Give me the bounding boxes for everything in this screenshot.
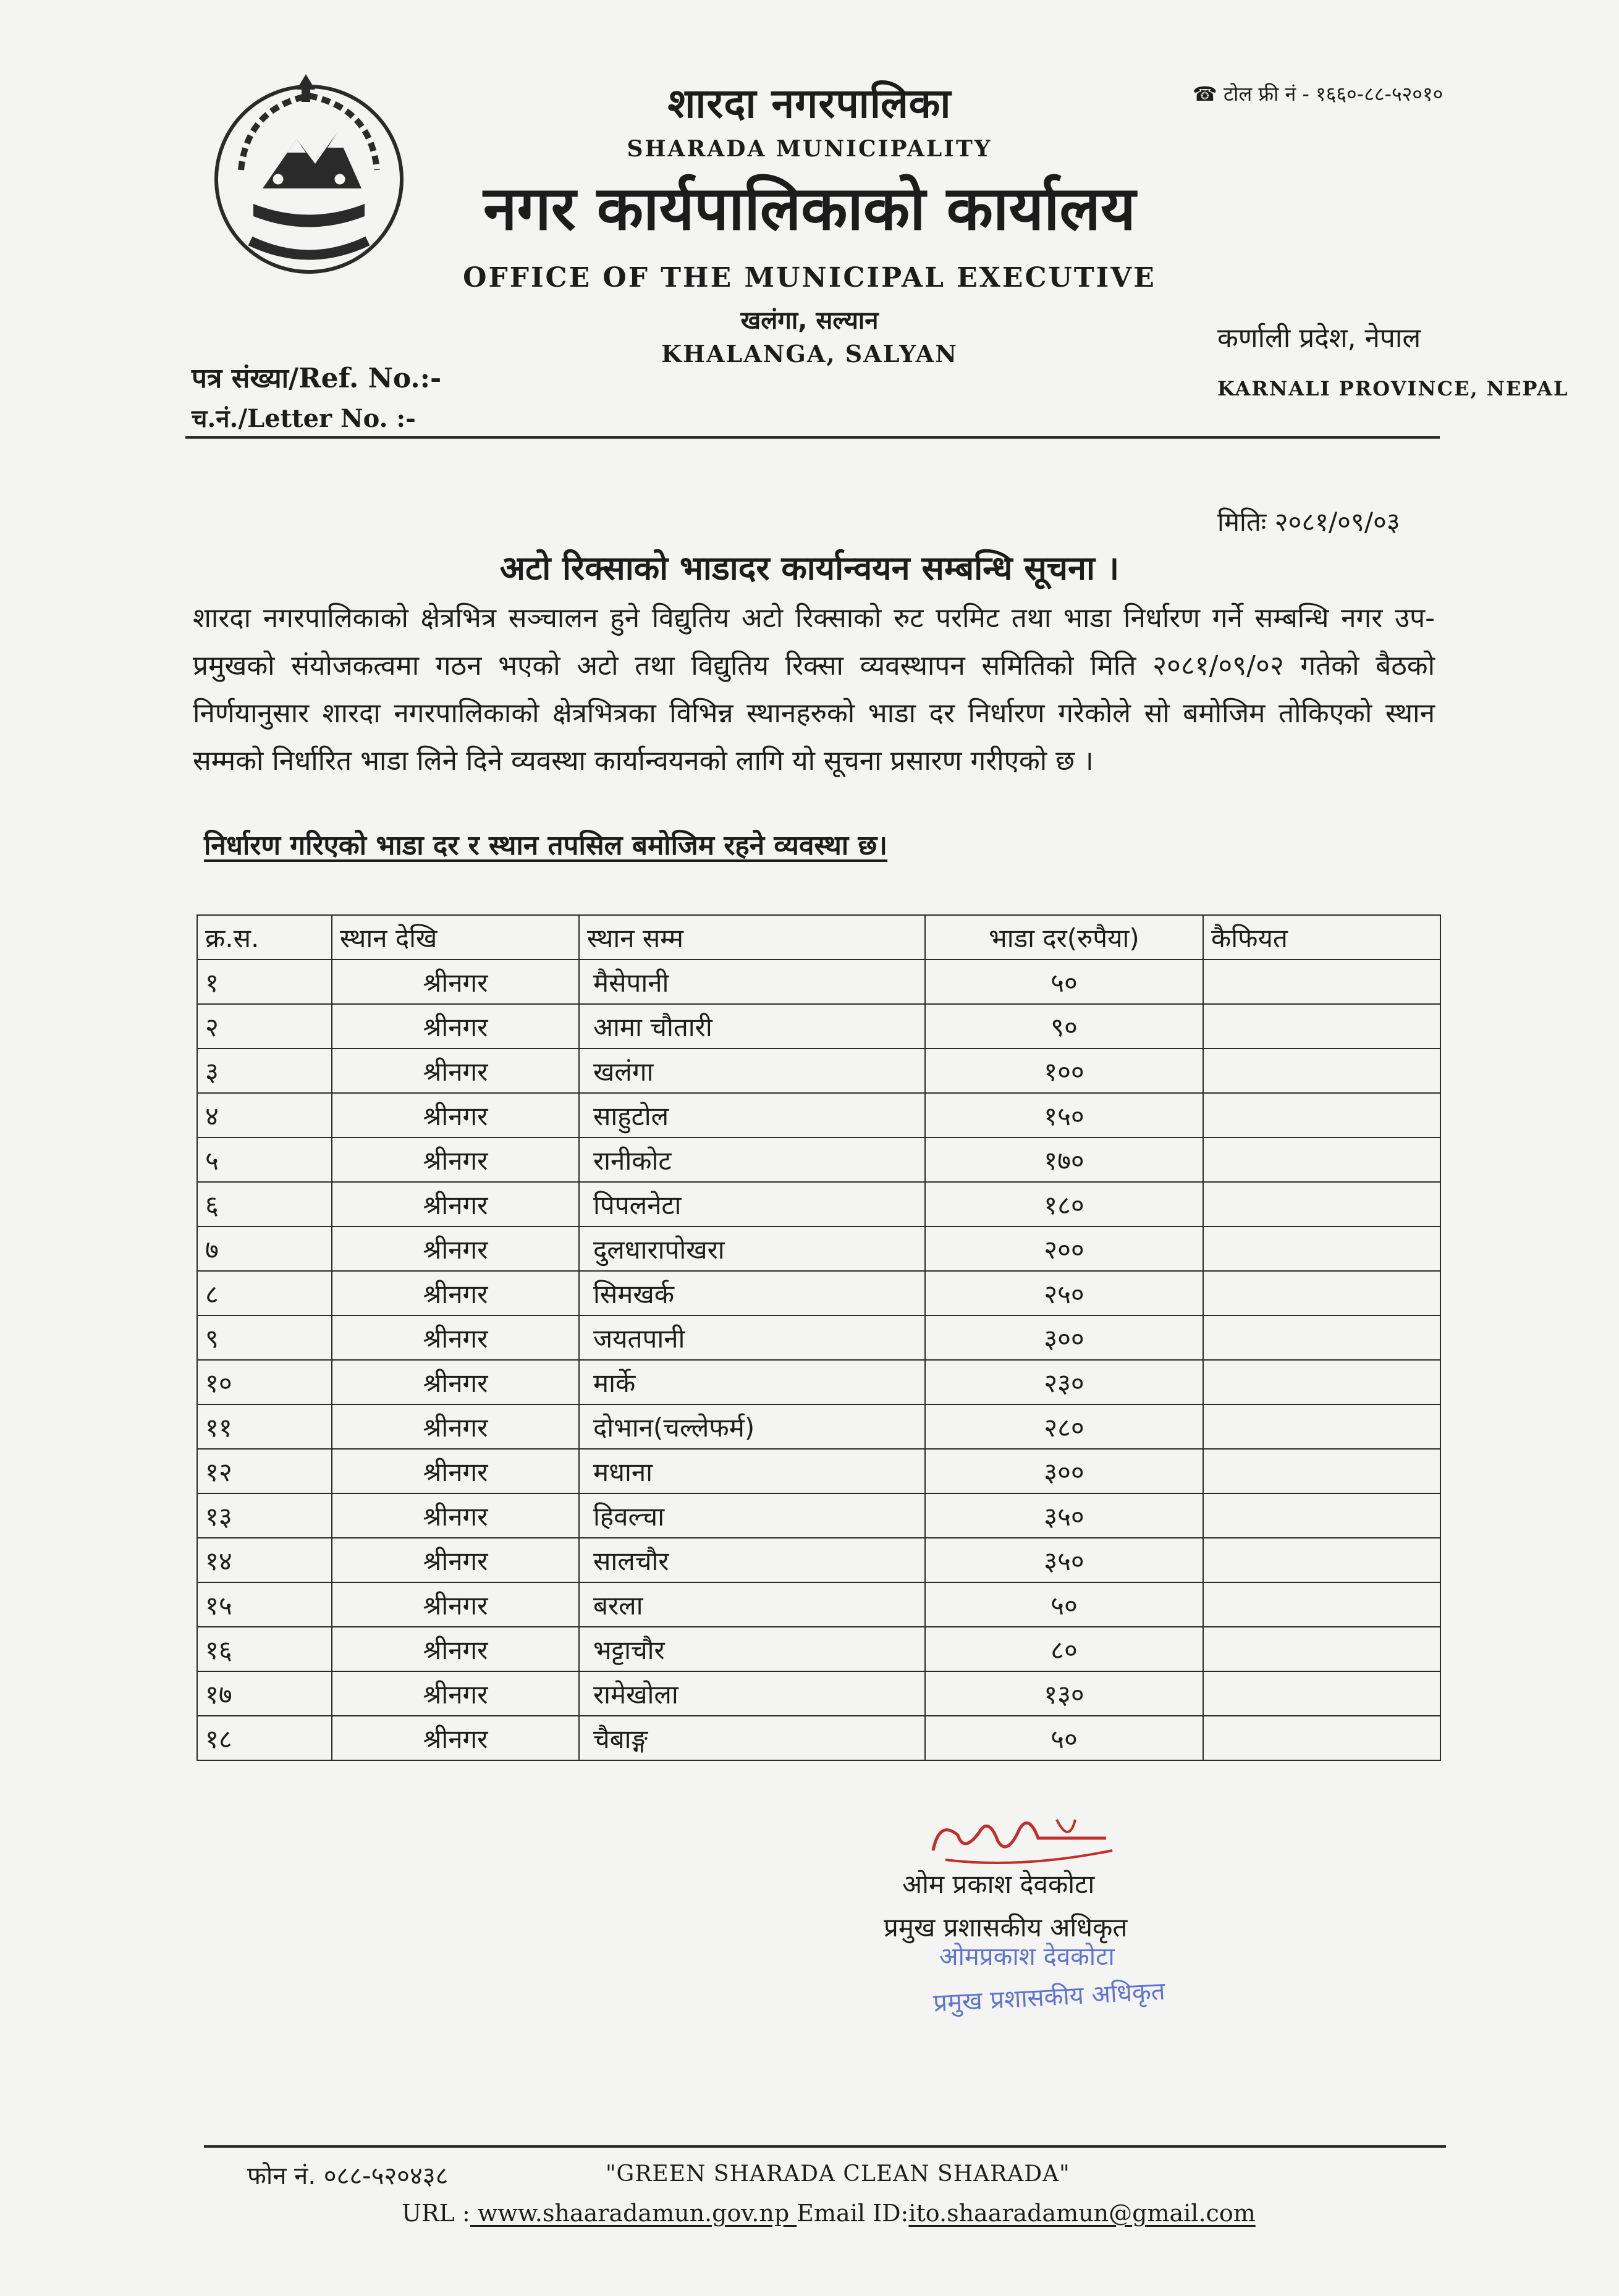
table-row: [197, 1493, 1440, 1538]
official-stamp: [915, 1928, 1199, 2020]
cell-from: श्रीनगर: [332, 1493, 579, 1538]
cell-to: हिवल्चा: [579, 1493, 925, 1538]
signatory-title: प्रमुख प्रशासकीय अधिकृत: [884, 1912, 1128, 1943]
notice-date: मितिः २०८१/०९/०३: [1217, 507, 1400, 537]
cell-remarks: [1203, 1049, 1440, 1093]
url-label: URL :: [402, 2200, 470, 2227]
cell-to: दोभान(चल्लेफर्म): [579, 1404, 925, 1449]
cell-serial: ५: [197, 1137, 332, 1182]
table-row: [197, 1315, 1440, 1360]
cell-remarks: [1203, 1449, 1440, 1493]
letterhead: [433, 74, 1186, 368]
nepal-emblem-icon: [204, 71, 414, 281]
cell-from: श्रीनगर: [332, 1271, 579, 1315]
cell-fare: ५०: [925, 960, 1203, 1004]
header-remarks: कैफियत: [1203, 915, 1440, 960]
cell-serial: २: [197, 1004, 332, 1049]
cell-fare: ३५०: [925, 1493, 1203, 1538]
place-en: KHALANGA, SALYAN: [661, 340, 958, 368]
cell-remarks: [1203, 1093, 1440, 1137]
cell-remarks: [1203, 1627, 1440, 1671]
cell-serial: १६: [197, 1627, 332, 1671]
cell-to: रानीकोट: [579, 1137, 925, 1182]
cell-to: पिपलनेटा: [579, 1182, 925, 1226]
cell-to: मधाना: [579, 1449, 925, 1493]
cell-to: रामेखोला: [579, 1671, 925, 1716]
cell-to: सिमखर्क: [579, 1271, 925, 1315]
cell-to: आमा चौतारी: [579, 1004, 925, 1049]
table-row: [197, 1582, 1440, 1627]
notice-title: अटो रिक्साको भाडादर कार्यान्वयन सम्बन्धि सूचना ।: [499, 549, 1120, 588]
cell-from: श्रीनगर: [332, 1627, 579, 1671]
cell-remarks: [1203, 1671, 1440, 1716]
cell-fare: १००: [925, 1049, 1203, 1093]
cell-remarks: [1203, 1582, 1440, 1627]
website-link[interactable]: www.shaaradamun.gov.np: [470, 2200, 797, 2227]
cell-from: श्रीनगर: [332, 1049, 579, 1093]
cell-serial: ६: [197, 1182, 332, 1226]
cell-from: श्रीनगर: [332, 1716, 579, 1760]
office-name-np: नगर कार्यपालिकाको कार्यालय: [483, 174, 1136, 244]
footer-phone: फोन नं. ०८८-५२०४३८: [247, 2162, 449, 2190]
cell-fare: ३५०: [925, 1538, 1203, 1582]
cell-fare: १३०: [925, 1671, 1203, 1716]
cell-from: श्रीनगर: [332, 1137, 579, 1182]
cell-to: मार्के: [579, 1360, 925, 1404]
cell-to: खलंगा: [579, 1049, 925, 1093]
cell-to: मैसेपानी: [579, 960, 925, 1004]
cell-serial: १०: [197, 1360, 332, 1404]
cell-from: श्रीनगर: [332, 1538, 579, 1582]
header-serial: क्र.स.: [197, 915, 332, 960]
header-divider: [185, 436, 1440, 439]
cell-serial: ४: [197, 1093, 332, 1137]
signature: [921, 1807, 1118, 1875]
table-row: [197, 1182, 1440, 1226]
table-heading: निर्धारण गरिएको भाडा दर र स्थान तपसिल बमोजिम रहने व्यवस्था छ।: [204, 830, 888, 861]
header-to: स्थान सम्म: [579, 915, 925, 960]
table-row: [197, 1671, 1440, 1716]
cell-fare: १७०: [925, 1137, 1203, 1182]
cell-to: दुलधारापोखरा: [579, 1226, 925, 1271]
cell-from: श्रीनगर: [332, 1582, 579, 1627]
email-link[interactable]: ito.shaaradamun@gmail.com: [908, 2200, 1256, 2227]
cell-to: बरला: [579, 1582, 925, 1627]
cell-remarks: [1203, 1360, 1440, 1404]
cell-fare: ५०: [925, 1582, 1203, 1627]
cell-serial: १७: [197, 1671, 332, 1716]
cell-fare: १८०: [925, 1182, 1203, 1226]
table-row: [197, 1538, 1440, 1582]
table-row: [197, 1404, 1440, 1449]
table-row: [197, 1449, 1440, 1493]
email-label: Email ID:: [797, 2200, 909, 2227]
cell-fare: ३००: [925, 1449, 1203, 1493]
cell-fare: २८०: [925, 1404, 1203, 1449]
cell-from: श्रीनगर: [332, 1404, 579, 1449]
table-header-row: [197, 915, 1440, 960]
letter-no: च.नं./Letter No. :-: [192, 404, 416, 433]
cell-remarks: [1203, 1182, 1440, 1226]
stamp-title: प्रमुख प्रशासकीय अधिकृत: [932, 1977, 1166, 2018]
cell-fare: २५०: [925, 1271, 1203, 1315]
cell-from: श्रीनगर: [332, 1093, 579, 1137]
cell-serial: ७: [197, 1226, 332, 1271]
toll-free-number: ☎ टोल फ्री नं - १६६०-८८-५२०१०: [1193, 82, 1444, 106]
cell-to: चैबाङ्ग: [579, 1716, 925, 1760]
cell-serial: १४: [197, 1538, 332, 1582]
cell-from: श्रीनगर: [332, 1004, 579, 1049]
table-row: [197, 1226, 1440, 1271]
cell-remarks: [1203, 1271, 1440, 1315]
fare-table: [197, 914, 1441, 1761]
cell-from: श्रीनगर: [332, 1360, 579, 1404]
cell-serial: १२: [197, 1449, 332, 1493]
footer-divider: [204, 2145, 1446, 2148]
table-row: [197, 1716, 1440, 1760]
cell-to: सालचौर: [579, 1538, 925, 1582]
cell-remarks: [1203, 1493, 1440, 1538]
cell-serial: ११: [197, 1404, 332, 1449]
cell-remarks: [1203, 1137, 1440, 1182]
cell-serial: ८: [197, 1271, 332, 1315]
header-fare: भाडा दर(रुपैया): [925, 915, 1203, 960]
cell-serial: ९: [197, 1315, 332, 1360]
cell-remarks: [1203, 1538, 1440, 1582]
stamp-name: ओमप्रकाश देवकोटा: [939, 1943, 1115, 1971]
cell-to: भट्टाचौर: [579, 1627, 925, 1671]
cell-serial: १: [197, 960, 332, 1004]
table-row: [197, 1004, 1440, 1049]
table-row: [197, 1137, 1440, 1182]
cell-fare: २३०: [925, 1360, 1203, 1404]
cell-remarks: [1203, 1004, 1440, 1049]
province-en: KARNALI PROVINCE, NEPAL: [1217, 377, 1569, 400]
cell-serial: १५: [197, 1582, 332, 1627]
cell-remarks: [1203, 1226, 1440, 1271]
cell-to: जयतपानी: [579, 1315, 925, 1360]
cell-fare: १५०: [925, 1093, 1203, 1137]
table-row: [197, 960, 1440, 1004]
place-np: खलंगा, सल्यान: [740, 306, 879, 335]
header-from: स्थान देखि: [332, 915, 579, 960]
cell-fare: ५०: [925, 1716, 1203, 1760]
municipality-name-en: SHARADA MUNICIPALITY: [627, 136, 992, 162]
cell-serial: १८: [197, 1716, 332, 1760]
cell-remarks: [1203, 1404, 1440, 1449]
cell-serial: ३: [197, 1049, 332, 1093]
municipality-name-np: शारदा नगरपालिका: [667, 80, 952, 127]
cell-fare: ८०: [925, 1627, 1203, 1671]
cell-from: श्रीनगर: [332, 1449, 579, 1493]
cell-fare: ३००: [925, 1315, 1203, 1360]
ref-no: पत्र संख्या/Ref. No.:-: [192, 363, 442, 394]
cell-remarks: [1203, 960, 1440, 1004]
notice-body: शारदा नगरपालिकाको क्षेत्रभित्र सञ्चालन हुने विद्युतिय अटो रिक्साको रुट परमिट तथा भाडा निर्धारण गर्ने सम्बन्धि नगर उप-प्रमुखको संयोजकत्वमा गठन भएको अटो तथा विद्युतिय रिक्सा व्यवस्थापन समितिको मिति २०८१/०९/०२ गतेको बैठको निर्णयानुसार शारदा नगरपालिकाको क्षेत्रभित्रका विभिन्न स्थानहरुको भाडा दर निर्धारण गरेकोले सो बमोजिम तोकिएको स्थान सम्मको निर्धारित भाडा लिने दिने व्यवस्था कार्यान्वयनको लागि यो सूचना प्रसारण गरीएको छ ।: [193, 602, 1435, 777]
province-np: कर्णाली प्रदेश, नेपाल: [1217, 323, 1421, 354]
cell-remarks: [1203, 1716, 1440, 1760]
footer-contact-line: [402, 2200, 1256, 2227]
cell-serial: १३: [197, 1493, 332, 1538]
cell-from: श्रीनगर: [332, 1182, 579, 1226]
cell-from: श्रीनगर: [332, 1671, 579, 1716]
cell-from: श्रीनगर: [332, 1315, 579, 1360]
cell-from: श्रीनगर: [332, 960, 579, 1004]
fare-table-body: [197, 960, 1440, 1760]
table-row: [197, 1627, 1440, 1671]
cell-fare: २००: [925, 1226, 1203, 1271]
signatory-name: ओम प्रकाश देवकोटा: [902, 1869, 1095, 1899]
cell-fare: ९०: [925, 1004, 1203, 1049]
table-row: [197, 1049, 1440, 1093]
table-row: [197, 1093, 1440, 1137]
footer-slogan: "GREEN SHARADA CLEAN SHARADA": [606, 2161, 1070, 2187]
office-name-en: OFFICE OF THE MUNICIPAL EXECUTIVE: [463, 262, 1156, 293]
table-row: [197, 1360, 1440, 1404]
cell-from: श्रीनगर: [332, 1226, 579, 1271]
table-row: [197, 1271, 1440, 1315]
cell-to: साहुटोल: [579, 1093, 925, 1137]
cell-remarks: [1203, 1315, 1440, 1360]
